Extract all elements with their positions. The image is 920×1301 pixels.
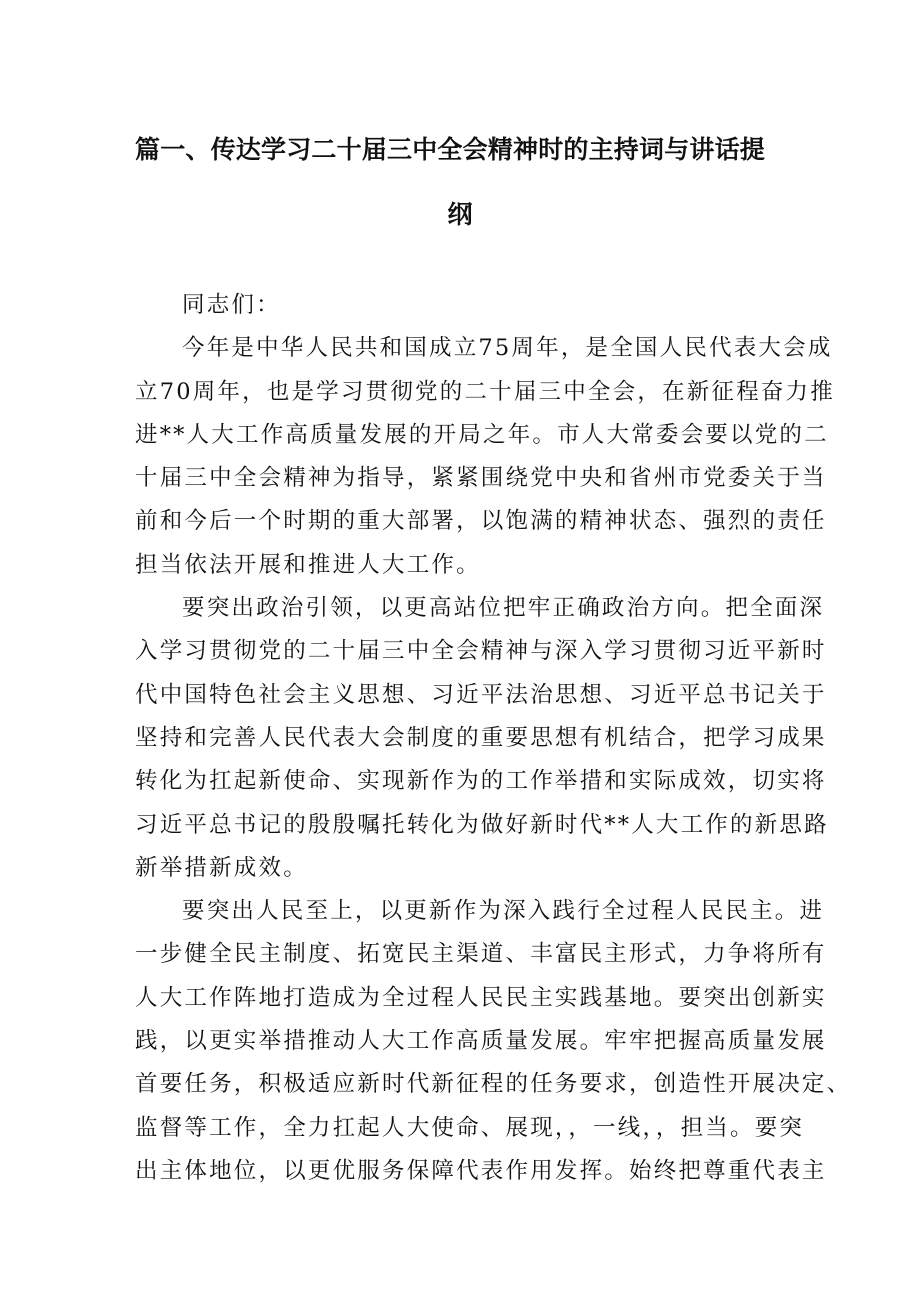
paragraph-line: 十届三中全会精神为指导，紧紧围绕党中央和省州市党委关于当: [135, 465, 827, 492]
paragraph-line: 入学习贯彻党的二十届三中全会精神与深入学习贯彻习近平新时: [135, 638, 827, 665]
document-title: 篇一、传达学习二十届三中全会精神时的主持词与讲话提: [135, 135, 766, 164]
paragraph-line: 习近平总书记的殷殷嘱托转化为做好新时代**人大工作的新思路: [135, 811, 829, 838]
paragraph-line: 转化为扛起新使命、实现新作为的工作举措和实际成效，切实将: [135, 768, 827, 795]
paragraph-line: 要突出人民至上，以更新作为深入践行全过程人民民主。进: [182, 898, 825, 925]
paragraph-line: 要突出政治引领，以更高站位把牢正确政治方向。把全面深: [182, 595, 825, 622]
paragraph-line: 一步健全民主制度、拓宽民主渠道、丰富民主形式，力争将所有: [135, 941, 827, 968]
paragraph-line: 人大工作阵地打造成为全过程人民民主实践基地。要突出创新实: [135, 984, 827, 1011]
paragraph-line: 新举措新成效。: [135, 854, 308, 881]
paragraph-line: 代中国特色社会主义思想、习近平法治思想、习近平总书记关于: [135, 681, 827, 708]
salutation: 同志们：: [182, 292, 281, 318]
paragraph-line: 践，以更实举措推动人大工作高质量发展。牢牢把握高质量发展: [135, 1028, 827, 1055]
paragraph-line: 立70周年，也是学习贯彻党的二十届三中全会，在新征程奋力推: [135, 378, 835, 405]
paragraph-line: 出主体地位，以更优服务保障代表作用发挥。始终把尊重代表主: [135, 1157, 827, 1184]
paragraph-line: 坚持和完善人民代表大会制度的重要思想有机结合，把学习成果: [135, 724, 827, 751]
paragraph-line: 前和今后一个时期的重大部署，以饱满的精神状态、强烈的责任: [135, 508, 827, 535]
paragraph-line: 今年是中华人民共和国成立75周年，是全国人民代表大会成: [182, 335, 833, 362]
document-title-continuation: 纲: [447, 200, 473, 229]
paragraph-line: 监督等工作，全力扛起人大使命、展现，，一线，，担当。要突: [135, 1114, 805, 1141]
document-body: [135, 284, 852, 1193]
paragraph-line: 首要任务，积极适应新时代新征程的任务要求，创造性开展决定、: [135, 1071, 852, 1098]
paragraph-line: 进**人大工作高质量发展的开局之年。市人大常委会要以党的二: [135, 421, 829, 448]
paragraph-line: 担当依法开展和推进人大工作。: [135, 551, 481, 578]
